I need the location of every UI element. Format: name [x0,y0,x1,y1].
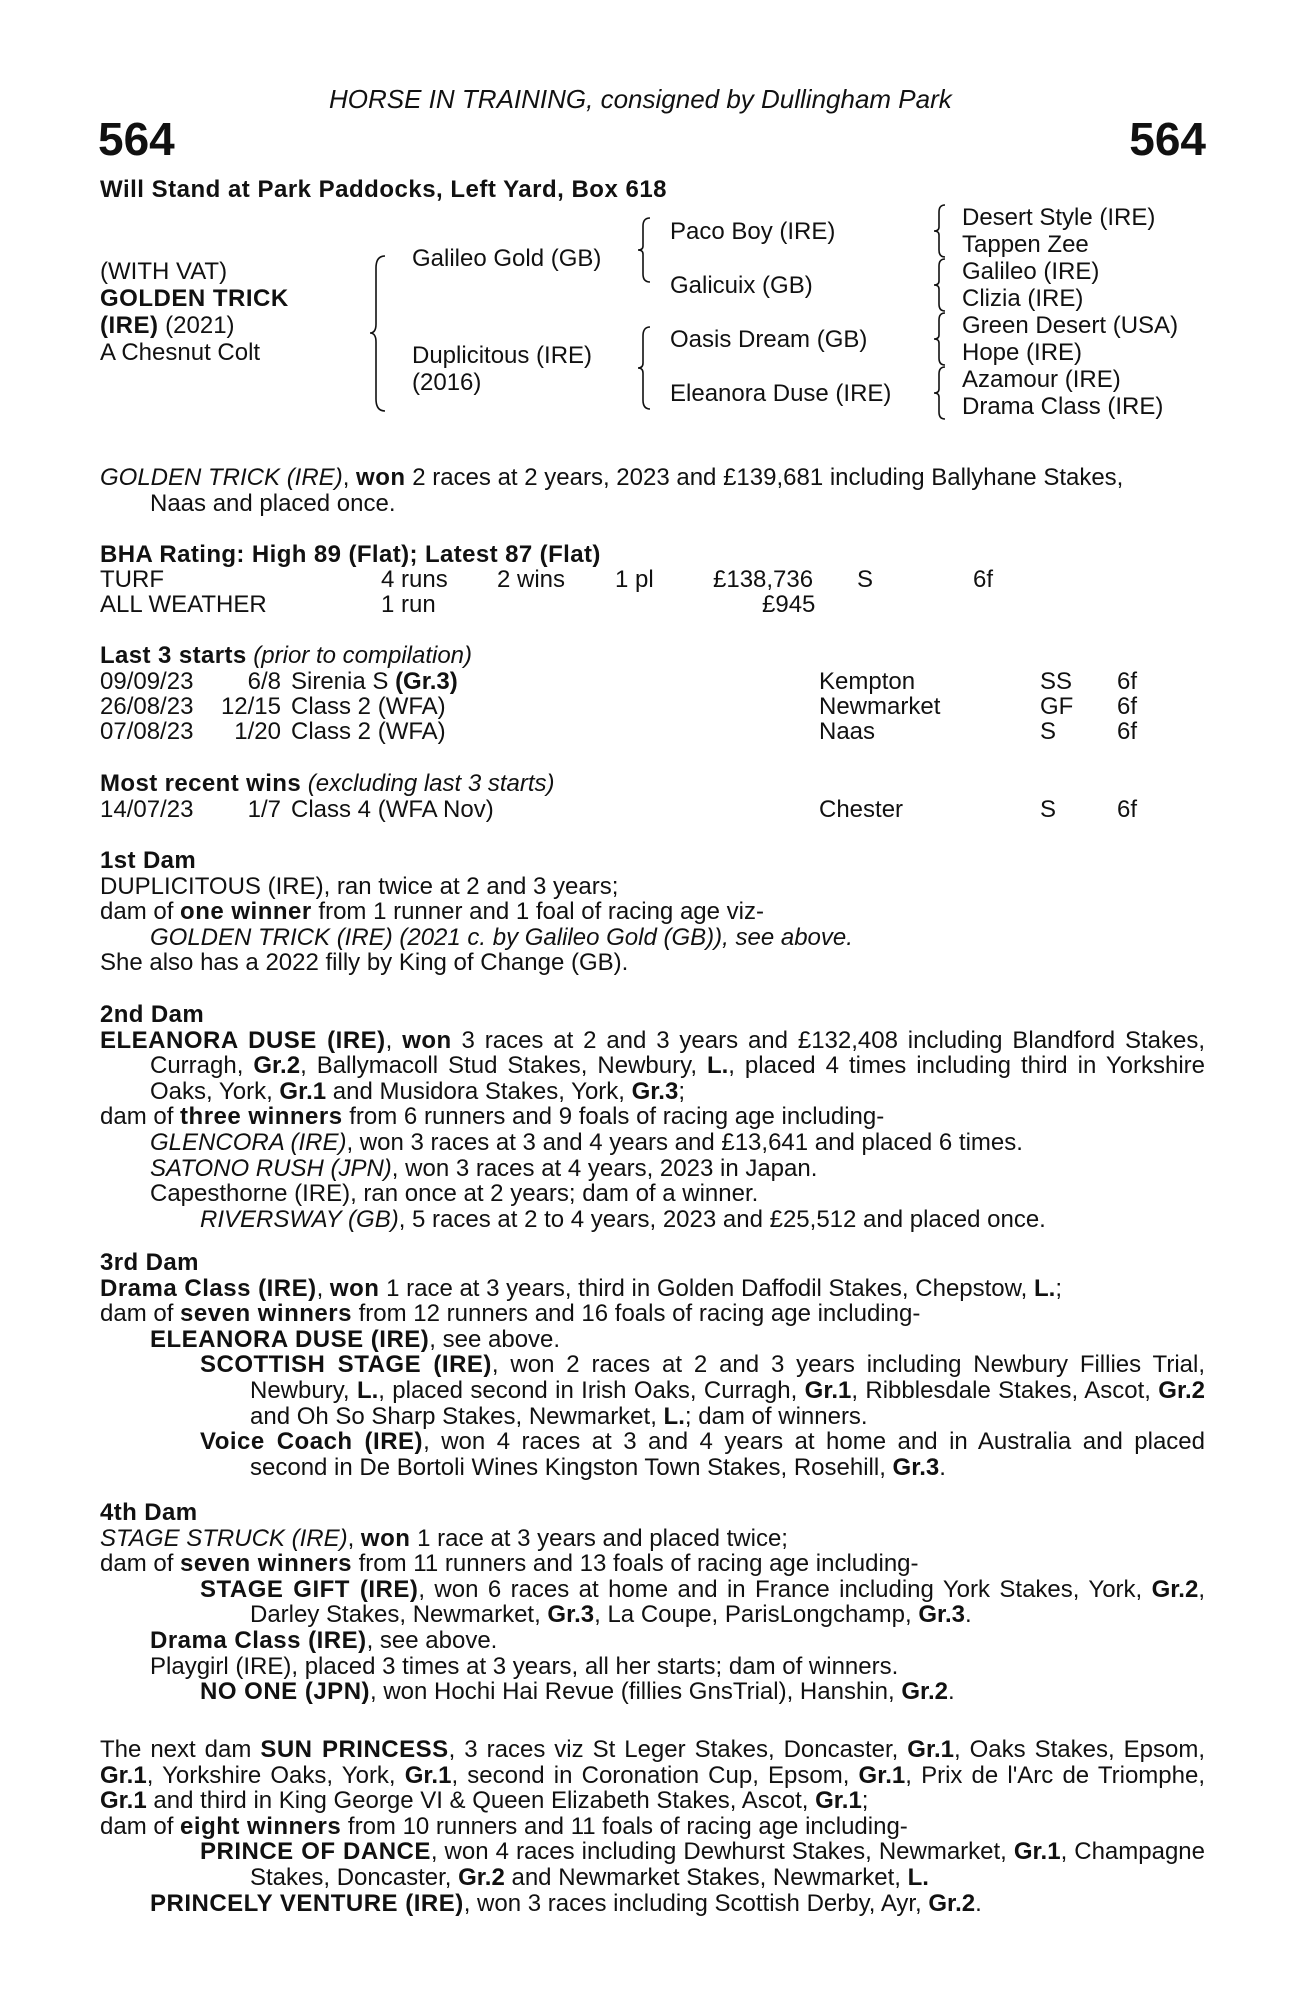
third-dam-section [100,1250,1205,1480]
last3-r2-going: GF [1040,693,1074,720]
next-dam-text: ; [861,1787,869,1815]
second-dam-g3: Gr.1 [279,1077,327,1105]
last3-note: (prior to compilation) [246,642,473,669]
pedigree-ssd: Tappen Zee [962,231,1089,258]
lot-number-right: 564 [1129,113,1206,165]
pedigree-sdd: Clizia (IRE) [962,285,1084,312]
page-subtitle: HORSE IN TRAINING, consigned by Dullingham Park [329,84,952,114]
pedigree-brace-sire [638,218,654,282]
pedigree-brace-dd [934,367,948,419]
summary-won: won [356,464,406,491]
next-dam-a: The next dam [100,1736,261,1763]
second-dam-record: ELEANORA DUSE (IRE), won 3 races at 2 and 3 years and £132,408 including Blandford Stakes, Curragh, Gr.2, Ballymacoll Stud Stakes, Newbury, L., placed 4 times including third in Yorkshire Oaks, York, Gr.1 and Musidora Stakes, York, Gr.3; [100,1026,1206,1105]
offspring-text: . [939,1453,946,1481]
grade: Gr.2 [928,1889,976,1917]
offspring-name: STAGE GIFT (IRE) [200,1575,419,1603]
summary-text2: Naas and placed once. [150,489,396,517]
second-dam-t2: , Ballymacoll Stud Stakes, Newbury, [300,1052,707,1080]
next-dam-text: , 3 races viz St Leger Stakes, Doncaster, [448,1736,908,1763]
last3-r1-race-line [291,669,458,695]
third-dam-dc: from 12 runners and 16 foals of racing age including- [351,1300,921,1328]
second-dam-won: won [402,1026,452,1054]
second-dam-t5: ; [678,1077,685,1105]
recent-note: (excluding last 3 starts) [301,770,555,797]
first-dam-heading: 1st Dam [100,847,197,874]
grade: Gr.3 [892,1453,940,1481]
last3-r1-race: Sirenia S [291,668,396,695]
first-dam-progeny: GOLDEN TRICK (IRE) (2021 c. by Galileo Gold (GB)), see above. [150,923,853,951]
second-dam-dc: from 6 runners and 9 foals of racing age including- [342,1103,885,1131]
horse-name: GOLDEN TRICK [100,285,289,312]
grade: L. [907,1863,929,1891]
fourth-dam-offspring-2 [100,1628,1205,1654]
pedigree-dam-year: (2016) [412,369,482,396]
last3-r2-race: Class 2 (WFA) [291,693,446,720]
first-dam-line2 [100,899,1205,925]
last3-r2-pos: 12/15 [220,693,281,720]
third-dam-offspring-3 [150,1429,1205,1480]
grade: Gr.3 [547,1601,595,1629]
horse-suffix-year [100,313,235,339]
third-dam-name: Drama Class (IRE) [100,1274,317,1302]
bha-aw-surface: ALL WEATHER [100,591,267,618]
next-dam-offspring-1 [150,1839,1205,1890]
offspring-text: , won 2 races at 2 and 3 years including Newbury Fillies Trial, Newbury, [250,1351,1206,1404]
last3-r1-going: SS [1040,668,1073,695]
third-dam-produce [100,1301,1205,1327]
horse-country: (IRE) [100,312,159,339]
second-dam-offspring-3: Capesthorne (IRE), ran once at 2 years; dam of a winner. [150,1180,759,1208]
recent-heading-line [100,771,555,797]
pedigree-sire-dam: Galicuix (GB) [670,272,813,299]
offspring-text: . [965,1601,972,1629]
fourth-dam-grand-offspring [100,1679,1205,1705]
next-dam-dc: from 10 runners and 11 foals of racing age including- [341,1812,908,1840]
offspring-text: , won 3 races at 3 and 4 years and £13,641 and placed 6 times. [346,1128,1023,1156]
grade: Gr.1 [100,1761,147,1789]
fourth-dam-offspring-1 [150,1577,1205,1628]
second-dam-g4: Gr.3 [631,1077,679,1105]
fourth-dam-winners: seven winners [180,1550,352,1578]
offspring-text: . [975,1889,982,1917]
third-dam-t1: 1 race at 3 years, third in Golden Daffodil Stakes, Chepstow, [379,1274,1034,1302]
pedigree-brace-ds [934,313,948,365]
grade: L. [663,1402,685,1430]
second-dam-winners: three winners [180,1103,343,1131]
last3-r1-grade: (Gr.3) [395,668,458,695]
last3-r2-date: 26/08/23 [100,693,194,720]
fourth-dam-t1: 1 race at 3 years and placed twice; [410,1524,788,1552]
offspring-name: SCOTTISH STAGE (IRE) [200,1351,492,1379]
second-dam-g2: L. [706,1052,729,1080]
next-dam-produce [100,1814,1205,1840]
last3-r1-date: 09/09/23 [100,668,194,695]
offspring-text: , won 6 races at home and in France including York Stakes, York, [418,1575,1152,1603]
bha-turf-surface: TURF [100,566,164,593]
offspring-name: ELEANORA DUSE (IRE) [150,1325,430,1353]
offspring-text: , 5 races at 2 to 4 years, 2023 and £25,512 and placed once. [398,1205,1046,1233]
offspring-text: . [948,1678,955,1706]
third-dam-won: won [329,1274,380,1302]
bha-aw-prize: £945 [762,591,816,618]
next-dam-section [100,1737,1205,1916]
first-dam-line4: She also has a 2022 filly by King of Change (GB). [100,949,629,977]
last3-r3-race: Class 2 (WFA) [291,718,446,745]
summary-text1: 2 races at 2 years, 2023 and £139,681 including Ballyhane Stakes, [405,464,1124,491]
second-dam-grand-offspring [100,1207,1205,1233]
pedigree-dss: Green Desert (USA) [962,312,1179,339]
grade: Gr.2 [901,1678,949,1706]
offspring-name: GLENCORA (IRE) [150,1128,347,1156]
last3-r1-pos: 6/8 [247,668,281,695]
offspring-name: PRINCE OF DANCE [200,1838,431,1866]
offspring-text: , won Hochi Hai Revue (fillies GnsTrial), Hanshin, [370,1678,902,1706]
second-dam-t4: and Musidora Stakes, York, [326,1077,632,1105]
bha-turf-going: S [857,566,874,593]
second-dam-g1: Gr.2 [253,1052,301,1080]
grade: Gr.1 [804,1376,852,1404]
last3-r1-course: Kempton [819,668,916,695]
fourth-dam-won: won [360,1524,411,1552]
recent-r1-race: Class 4 (WFA Nov) [291,796,494,823]
pedigree-brace-sd [934,259,948,311]
grade: Gr.1 [907,1736,954,1763]
offspring-text: , Champagne Stakes, Doncaster, [250,1838,1205,1891]
recent-r1-dist: 6f [1117,796,1138,823]
bha-turf-dist: 6f [973,566,994,593]
fourth-dam-record: STAGE STRUCK (IRE), won 1 race at 3 years and placed twice; [100,1524,788,1552]
bha-turf-prize: £138,736 [713,566,814,593]
next-dam-text: , Prix de l'Arc de Triomphe, [905,1761,1205,1789]
fourth-dam-dc: from 11 runners and 13 foals of racing age including- [351,1550,919,1578]
third-dam-record: Drama Class (IRE), won 1 race at 3 years, third in Golden Daffodil Stakes, Chepstow, L.; [100,1274,1062,1302]
bha-turf-runs: 4 runs [381,566,448,593]
grade: Gr.2 [458,1863,505,1891]
offspring-text: , La Coupe, ParisLongchamp, [594,1601,919,1629]
grade: Gr.1 [858,1761,906,1789]
fourth-dam-section [100,1500,1205,1705]
next-dam-record [100,1737,1205,1814]
pedigree-dsd: Hope (IRE) [962,339,1083,366]
last3-r1-dist: 6f [1117,668,1138,695]
grade: Gr.2 [1151,1575,1199,1603]
next-dam-text: , second in Coronation Cup, Epsom, [451,1761,859,1789]
grade: Gr.1 [100,1787,147,1815]
pedigree-brace-main [370,256,390,411]
offspring-name: RIVERSWAY (GB) [200,1205,399,1233]
offspring-text: , see above. [429,1325,561,1353]
last3-r2-dist: 6f [1117,693,1138,720]
offspring-text: , see above. [366,1626,498,1654]
recent-heading: Most recent wins [100,770,302,797]
offspring-text: , placed second in Irish Oaks, Curragh, [378,1376,805,1404]
horse-description: A Chesnut Colt [100,339,261,366]
offspring-text: ; dam of winners. [684,1402,868,1430]
recent-r1-going: S [1040,796,1057,823]
fourth-dam-offspring-3: Playgirl (IRE), placed 3 times at 3 years, all her starts; dam of winners. [150,1652,899,1680]
first-dam-section [100,848,1205,976]
next-dam-text: and third in King George VI & Queen Elizabeth Stakes, Ascot, [146,1787,816,1815]
fourth-dam-da: dam of [100,1550,181,1578]
last3-r3-course: Naas [819,718,876,745]
next-dam-name: SUN PRINCESS [260,1736,449,1763]
second-dam-offspring-1 [100,1130,1205,1156]
pedigree-sss: Desert Style (IRE) [962,204,1156,231]
fourth-dam-name: STAGE STRUCK (IRE) [100,1524,348,1552]
horse-year: (2021) [158,312,235,339]
pedigree-brace-ss [934,205,948,257]
last3-r3-date: 07/08/23 [100,718,194,745]
stand-location: Will Stand at Park Paddocks, Left Yard, Box 618 [100,176,668,203]
next-dam-winners: eight winners [180,1812,342,1840]
first-dam-winners: one winner [180,898,312,926]
pedigree-ddd: Drama Class (IRE) [962,393,1164,420]
pedigree-dam: Duplicitous (IRE) [412,342,593,369]
pedigree-dam-dam: Eleanora Duse (IRE) [670,380,892,407]
last3-heading: Last 3 starts [100,642,247,669]
offspring-name: Voice Coach (IRE) [200,1428,424,1456]
offspring-name: SATONO RUSH (JPN) [150,1154,392,1182]
recent-r1-course: Chester [819,796,904,823]
second-dam-heading: 2nd Dam [100,1001,205,1028]
offspring-text: , won 3 races at 4 years, 2023 in Japan. [391,1154,818,1182]
recent-r1-date: 14/07/23 [100,796,194,823]
third-dam-winners: seven winners [180,1300,352,1328]
offspring-name: NO ONE (JPN) [200,1678,371,1706]
next-dam-text: , Oaks Stakes, Epsom, [954,1736,1205,1763]
third-dam-g1: L. [1034,1274,1056,1302]
offspring-name: Drama Class (IRE) [150,1626,367,1654]
second-dam-offspring-2 [100,1156,1205,1182]
race-summary: GOLDEN TRICK (IRE), won 2 races at 2 years, 2023 and £139,681 including Ballyhane Stakes, Naas and placed once. [100,465,1205,516]
offspring-text: , won 4 races including Dewhurst Stakes, Newmarket, [430,1838,1014,1866]
pedigree-sire: Galileo Gold (GB) [412,245,602,272]
last3-r3-going: S [1040,718,1057,745]
summary-name: GOLDEN TRICK (IRE) [100,464,343,491]
third-dam-offspring-2 [150,1352,1205,1429]
grade: L. [356,1376,379,1404]
next-dam-text: , Yorkshire Oaks, York, [146,1761,405,1789]
last3-r3-pos: 1/20 [234,718,281,745]
offspring-text: , Ribblesdale Stakes, Ascot, [851,1376,1159,1404]
fourth-dam-heading: 4th Dam [100,1499,198,1526]
first-dam-l2c: from 1 runner and 1 foal of racing age viz- [311,898,764,926]
third-dam-da: dam of [100,1300,181,1328]
first-dam-l2a: dam of [100,898,181,926]
lot-number-left: 564 [98,113,175,165]
third-dam-heading: 3rd Dam [100,1249,199,1276]
grade: Gr.1 [404,1761,452,1789]
next-dam-da: dam of [100,1812,181,1840]
bha-aw-runs: 1 run [381,591,436,618]
second-dam-da: dam of [100,1103,181,1131]
offspring-text: , won 3 races including Scottish Derby, Ayr, [463,1889,929,1917]
second-dam-section [100,1002,1205,1232]
second-dam-produce [100,1104,1205,1130]
grade: Gr.1 [1013,1838,1061,1866]
offspring-text: , won 4 races at 3 and 4 years at home and in Australia and placed second in De Bortoli Wines Kingston Town Stakes, Rosehill, [250,1428,1206,1481]
fourth-dam-produce [100,1551,1205,1577]
pedigree-sds: Galileo (IRE) [962,258,1100,285]
third-dam-offspring-1 [100,1327,1205,1353]
vat-note: (WITH VAT) [100,258,228,285]
second-dam-name: ELEANORA DUSE (IRE) [100,1026,386,1054]
first-dam-line1: DUPLICITOUS (IRE), ran twice at 2 and 3 years; [100,872,619,900]
third-dam-t2: ; [1055,1274,1062,1302]
bha-turf-pl: 1 pl [615,566,654,593]
offspring-name: PRINCELY VENTURE (IRE) [150,1889,464,1917]
last3-r3-dist: 6f [1117,718,1138,745]
grade: Gr.1 [815,1787,862,1815]
second-dam-t3: , placed 4 times including third in Yorkshire Oaks, York, [150,1052,1206,1105]
last3-heading-line [100,643,472,669]
bha-heading: BHA Rating: High 89 (Flat); Latest 87 (Flat) [100,541,601,568]
bha-turf-wins: 2 wins [497,566,566,593]
pedigree-dds: Azamour (IRE) [962,366,1121,393]
grade: Gr.2 [1158,1376,1205,1404]
offspring-text: , Darley Stakes, Newmarket, [250,1575,1205,1629]
pedigree-sire-sire: Paco Boy (IRE) [670,218,836,245]
pedigree-brace-dam [638,327,654,409]
recent-r1-pos: 1/7 [247,796,281,823]
pedigree-dam-sire: Oasis Dream (GB) [670,326,868,353]
last3-r2-course: Newmarket [819,693,941,720]
offspring-text: and Oh So Sharp Stakes, Newmarket, [250,1402,664,1430]
grade: Gr.3 [918,1601,966,1629]
next-dam-offspring-2 [100,1891,1205,1917]
offspring-text: and Newmarket Stakes, Newmarket, [504,1863,908,1891]
second-dam-t1: 3 races at 2 and 3 years and £132,408 including Blandford Stakes, Curragh, [150,1026,1205,1080]
